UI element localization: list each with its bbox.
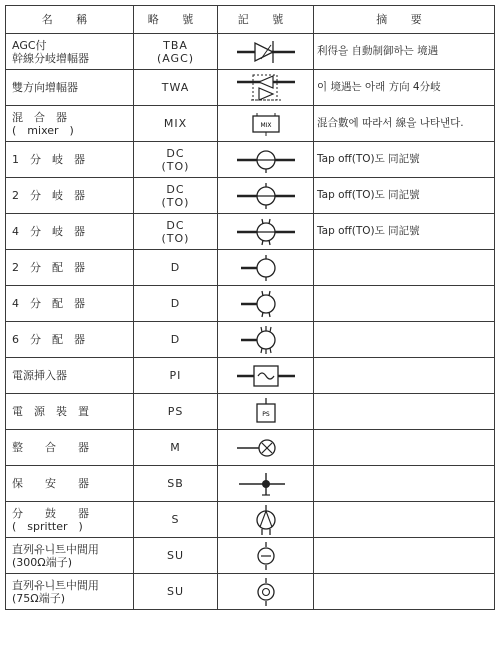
tap-1-icon (218, 142, 314, 178)
row-abbr: MIX (134, 106, 218, 142)
row-desc (314, 502, 495, 538)
row-name: 整 合 器 (6, 430, 134, 466)
table-row (6, 322, 495, 358)
bidirectional-amplifier-icon (218, 70, 314, 106)
table-row (6, 358, 495, 394)
header-row (6, 6, 495, 34)
row-name: 分 鼓 器 ( spritter ) (6, 502, 134, 538)
symbol-table (5, 5, 495, 610)
row-name: 保 安 器 (6, 466, 134, 502)
row-desc (314, 394, 495, 430)
row-desc (314, 250, 495, 286)
row-abbr: DC (TO) (134, 214, 218, 250)
row-desc: Tap off(TO)도 同記號 (314, 214, 495, 250)
power-supply-icon (218, 394, 314, 430)
table-row (6, 214, 495, 250)
row-abbr: TBA (AGC) (134, 34, 218, 70)
row-name: 直列유니트中間用 (75Ω端子) (6, 574, 134, 610)
tap-4-icon (218, 214, 314, 250)
table-row (6, 34, 495, 70)
row-desc (314, 466, 495, 502)
row-abbr: DC (TO) (134, 178, 218, 214)
row-desc: 이 境遇는 아래 方向 4分岐 (314, 70, 495, 106)
table-row (6, 106, 495, 142)
row-desc (314, 574, 495, 610)
table-row (6, 502, 495, 538)
spritter-icon (218, 502, 314, 538)
row-name: 雙方向增幅器 (6, 70, 134, 106)
surge-protector-icon (218, 466, 314, 502)
row-name: 混 合 器 ( mixer ) (6, 106, 134, 142)
row-abbr: D (134, 250, 218, 286)
power-inserter-icon (218, 358, 314, 394)
table-row (6, 178, 495, 214)
row-desc: Tap off(TO)도 同記號 (314, 178, 495, 214)
splitter-4-icon (218, 286, 314, 322)
row-abbr: S (134, 502, 218, 538)
row-desc (314, 322, 495, 358)
table-row (6, 250, 495, 286)
mixer-box-icon (218, 106, 314, 142)
table-row (6, 286, 495, 322)
row-desc: 利得을 自動制御하는 境遇 (314, 34, 495, 70)
table-row (6, 70, 495, 106)
row-desc (314, 430, 495, 466)
row-abbr: DC (TO) (134, 142, 218, 178)
header-abbr: 略 號 (134, 6, 218, 34)
mixer-box-label: MIX (259, 121, 272, 129)
header-desc: 摘 要 (314, 6, 495, 34)
series-unit-300-icon (218, 538, 314, 574)
tap-2-icon (218, 178, 314, 214)
table-row (6, 142, 495, 178)
row-name: AGC付 幹線分岐增幅器 (6, 34, 134, 70)
row-abbr: SB (134, 466, 218, 502)
row-name: 1 分 岐 器 (6, 142, 134, 178)
header-symbol: 記 號 (218, 6, 314, 34)
row-abbr: SU (134, 538, 218, 574)
row-name: 2 分 岐 器 (6, 178, 134, 214)
row-desc: Tap off(TO)도 同記號 (314, 142, 495, 178)
splitter-6-icon (218, 322, 314, 358)
table-row (6, 430, 495, 466)
row-desc: 混合數에 따라서 線을 나타낸다. (314, 106, 495, 142)
row-abbr: M (134, 430, 218, 466)
row-abbr: D (134, 286, 218, 322)
row-name: 直列유니트中間用 (300Ω端子) (6, 538, 134, 574)
header-name: 名 稱 (6, 6, 134, 34)
series-unit-75-icon (218, 574, 314, 610)
table-row (6, 466, 495, 502)
amplifier-agc-icon (218, 34, 314, 70)
row-name: 電源挿入器 (6, 358, 134, 394)
power-supply-label: PS (261, 410, 270, 418)
row-abbr: PI (134, 358, 218, 394)
table-row (6, 538, 495, 574)
row-name: 2 分 配 器 (6, 250, 134, 286)
row-abbr: D (134, 322, 218, 358)
row-name: 4 分 岐 器 (6, 214, 134, 250)
terminator-icon (218, 430, 314, 466)
splitter-2-icon (218, 250, 314, 286)
row-name: 4 分 配 器 (6, 286, 134, 322)
table-row (6, 394, 495, 430)
row-name: 6 分 配 器 (6, 322, 134, 358)
row-desc (314, 286, 495, 322)
table-row (6, 574, 495, 610)
row-name: 電 源 裝 置 (6, 394, 134, 430)
row-desc (314, 358, 495, 394)
row-desc (314, 538, 495, 574)
row-abbr: SU (134, 574, 218, 610)
row-abbr: TWA (134, 70, 218, 106)
row-abbr: PS (134, 394, 218, 430)
